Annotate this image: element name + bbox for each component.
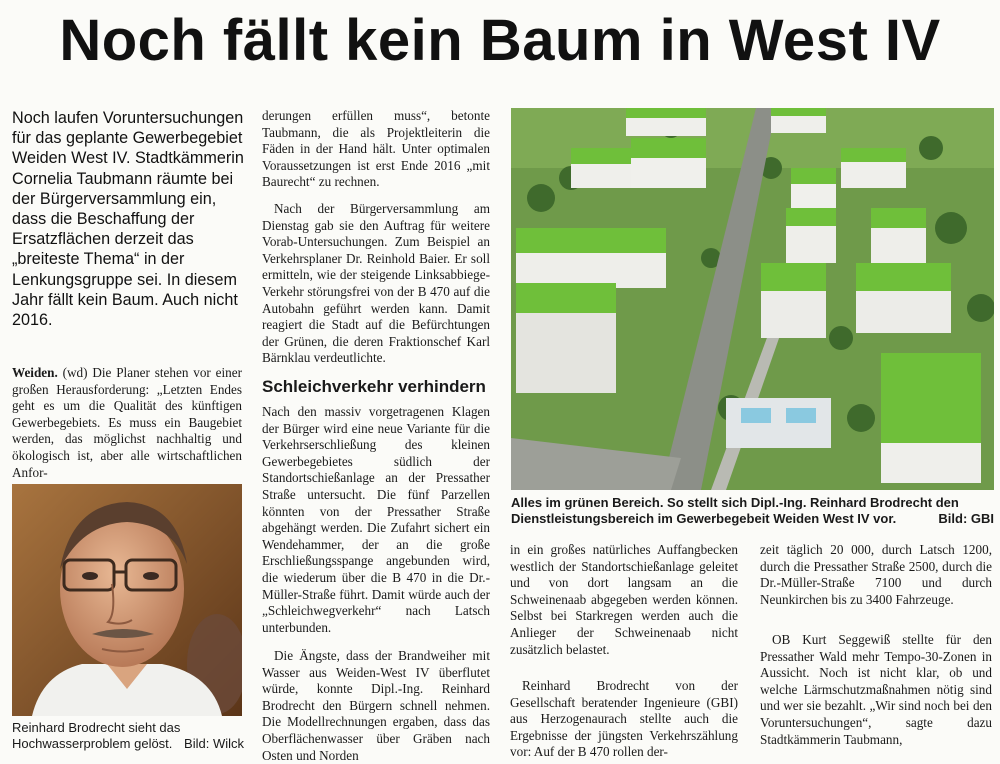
col2-paragraph-1: derungen erfüllen muss“, betonte Taubmann, die als Projektleiterin die Fäden in der Hand hält. Unter optimalen Voraussetzungen ist erst Ende 2016 „mit Baurecht“ zu rechnen.	[262, 108, 490, 190]
article-column-3-bottom	[510, 678, 738, 761]
portrait-photo	[12, 484, 242, 716]
article-column-3-top	[510, 542, 738, 658]
article-column-2-mid	[262, 201, 490, 367]
article-column-4-top	[760, 542, 992, 608]
col2-paragraph-2: Nach der Bürgerversammlung am Dienstag gab sie den Auftrag für weitere Vorab-Untersuchungen. Zum Beispiel an Verkehrsplaner Dr. Reinhold Baier. Er soll ermitteln, wie der steigende Linksabbiege-Verkehr störungsfrei von der B 470 auf die Autobahn geführt werden kann. Damit reagiert die Stadt auf die Befürchtungen der Grünen, die deren Fraktionschef Karl Bärnklau verdeutlichte.	[262, 201, 490, 366]
col4-paragraph-1: zeit täglich 20 000, durch Latsch 1200, durch die Pressather Straße 2500, durch die Dr.-Müller-Straße 7100 und durch Neunkirchen bis zu 3400 Fahrzeuge.	[760, 542, 992, 607]
col2-paragraph-3: Nach den massiv vorgetragenen Klagen der Bürger wird eine neue Variante für die Verkehrserschließung des kleinen Gewerbegebietes südlich der Standortschießanlage an der Pressather Straße untersucht. Die fünf Parzellen könnten von der Pressather Straße abgehängt werden. Die Zufahrt sichert ein Wendehammer, der an die große Erschließungsspange angebunden wird, die wiederum über die B 470 in die Dr.-Müller-Straße führt. Damit würde auch der „Schleichwegverkehr“ nach Latsch unterbunden.	[262, 404, 490, 635]
dateline: Weiden.	[12, 365, 58, 380]
portrait-illustration	[12, 484, 242, 716]
render-credit: Bild: GBI	[938, 511, 994, 526]
render-caption-text: Alles im grünen Bereich. So stellt sich Dipl.-Ing. Reinhard Brodrecht den Dienstleistungsbereich im Gewerbegebeit Weiden West IV vor.	[511, 495, 959, 526]
article-column-2-bottom	[262, 648, 490, 764]
headline: Noch fällt kein Baum in West IV	[59, 8, 941, 73]
photo-caption	[12, 720, 244, 752]
col4-paragraph-2: OB Kurt Seggewiß stellte für den Pressather Wald mehr Tempo-30-Zonen in Aussicht. Noch ist nicht klar, ob und welche Lärmschutzmaßnahmen nötig sind und wer sie bezahlt. „Wir sind noch bei den Voruntersuchungen“, sagte dazu Stadtkämmerin Taubmann,	[760, 632, 992, 747]
article-column-2-lower	[262, 404, 490, 636]
article-column-4-bottom	[760, 632, 992, 748]
subheading: Schleichverkehr verhindern	[262, 377, 486, 396]
lead-paragraph: Noch laufen Voruntersuchungen für das geplante Gewerbegebiet Weiden West IV. Stadtkämmerin Cornelia Taubmann räumte bei der Bürgerversammlung ein, dass die Beschaffung der Ersatzflächen derzeit das „breiteste Thema“ in der Lenkungsgruppe sei. In diesem Jahr fällt kein Baum. Auch nicht 2016.	[12, 109, 244, 330]
col3-paragraph-1: in ein großes natürliches Auffangbecken westlich der Standortschießanlage geleitet und von dort langsam an die Schweinenaab abgegeben werden können. Selbst bei Starkregen werden auch die Anlieger der Schweinenaab nicht zusätzlich belastet.	[510, 542, 738, 657]
architectural-render	[511, 108, 994, 490]
article-column-1	[12, 365, 242, 481]
photo-caption-text: Reinhard Brodrecht sieht das Hochwasserproblem gelöst.	[12, 720, 181, 751]
col2-paragraph-4: Die Ängste, dass der Brandweiher mit Wasser aus Weiden-West IV überflutet würde, konnte Dipl.-Ing. Reinhard Brodrecht den Bürgern schnell nehmen. Die Modellrechnungen ergaben, dass das Oberflächenwasser über Gräben nach Osten und Norden	[262, 648, 490, 763]
photo-credit: Bild: Wilck	[184, 736, 244, 751]
col3-paragraph-2: Reinhard Brodrecht von der Gesellschaft beratender Ingenieure (GBI) aus Herzogenaurach stellte auch die Ergebnisse der jüngsten Verkehrszählung vor: Auf der B 470 rollen der-	[510, 678, 738, 760]
col1-text: (wd) Die Planer stehen vor einer großen Herausforderung: „Letzten Endes geht es um die Qualität des künftigen Gewerbegebiets. Es muss ein Baugebiet werden, das möglichst nachhaltig und ökologisch ist, aber alle wirtschaftlichen Anfor-	[12, 365, 242, 480]
render-illustration	[511, 108, 994, 490]
article-column-2-top	[262, 108, 490, 191]
render-caption	[511, 495, 994, 527]
